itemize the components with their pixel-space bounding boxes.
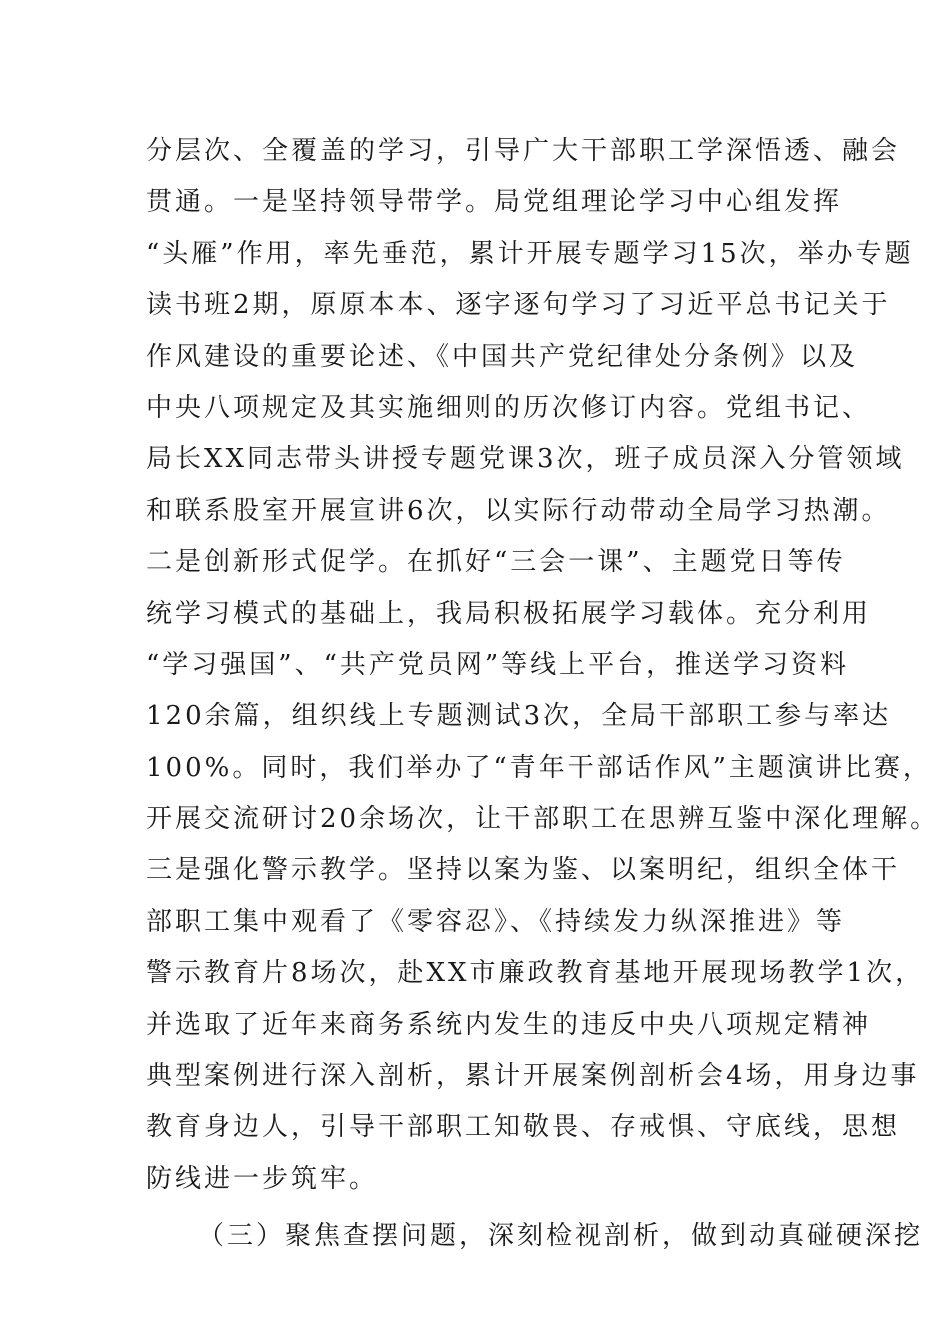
text-line: “学习强国”、“共产党员网”等线上平台，推送学习资料 [146, 649, 850, 680]
text-line: 防线进一步筑牢。 [146, 1163, 379, 1194]
text-line: 读书班2期，原原本本、逐字逐句学习了习近平总书记关于 [146, 290, 891, 321]
text-line: 100%。同时，我们举办了“青年干部话作风”主题演讲比赛， [146, 752, 932, 783]
text-line: 部职工集中观看了《零容忍》、《持续发力纵深推进》等 [146, 906, 846, 937]
text-line: 二是创新形式促学。在抓好“三会一课”、主题党日等传 [146, 547, 846, 578]
text-line: 贯通。一是坚持领导带学。局党组理论学习中心组发挥 [146, 187, 843, 218]
text-line: 警示教育片8场次，赴XX市廉政教育基地开展现场教学1次， [146, 958, 925, 989]
text-line: 作风建设的重要论述、《中国共产党纪律处分条例》以及 [146, 341, 859, 372]
text-line: 和联系股室开展宣讲6次，以实际行动带动全局学习热潮。 [146, 495, 891, 526]
text-line: 120余篇，组织线上专题测试3次，全局干部职工参与率达 [146, 701, 892, 732]
body-text [146, 126, 940, 1263]
text-line: “头雁”作用，率先垂范，累计开展专题学习15次，举办专题 [146, 238, 914, 269]
text-line: 开展交流研讨20余场次，让干部职工在思辨互鉴中深化理解。 [146, 804, 940, 835]
section-heading: （三）聚焦查摆问题，深刻检视剖析，做到动真碰硬深挖 [198, 1221, 924, 1252]
text-line: 统学习模式的基础上，我局积极拓展学习载体。充分利用 [146, 598, 872, 629]
text-line: 三是强化警示教学。坚持以案为鉴、以案明纪，组织全体干 [146, 855, 901, 886]
text-line: 典型案例进行深入剖析，累计开展案例剖析会4场，用身边事 [146, 1061, 920, 1092]
text-line: 并选取了近年来商务系统内发生的违反中央八项规定精神 [146, 1009, 872, 1040]
text-line: 局长XX同志带头讲授专题党课3次，班子成员深入分管领域 [146, 444, 905, 475]
text-line: 教育身边人，引导干部职工知敬畏、存戒惧、守底线，思想 [146, 1112, 901, 1143]
text-line: 分层次、全覆盖的学习，引导广大干部职工学深悟透、融会 [146, 136, 901, 166]
text-line: 中央八项规定及其实施细则的历次修订内容。党组书记、 [146, 392, 872, 423]
